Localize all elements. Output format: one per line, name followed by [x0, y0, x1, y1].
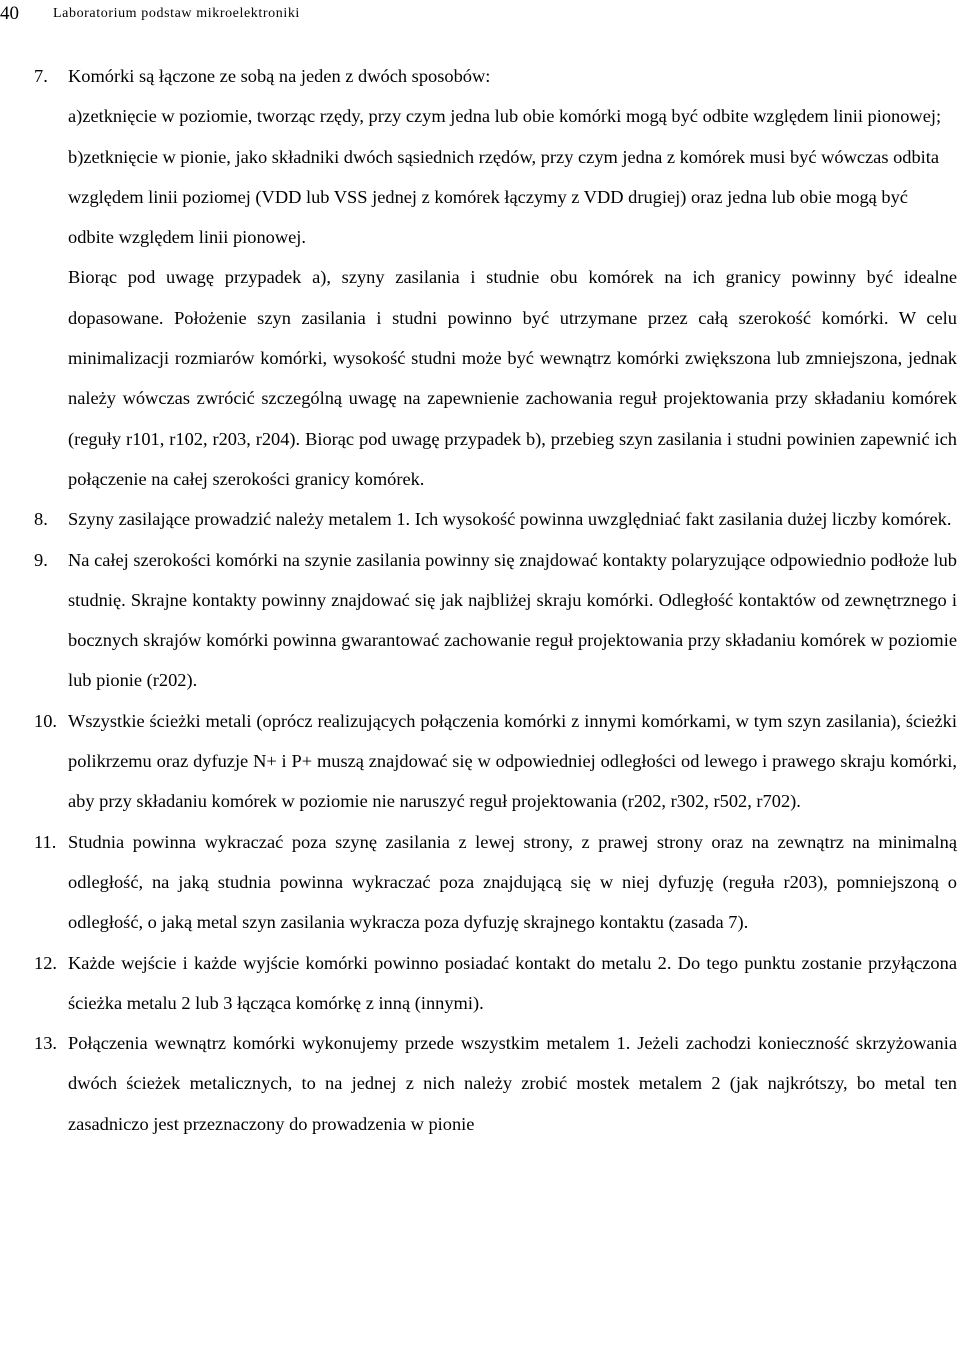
- running-title: Laboratorium podstaw mikroelektroniki: [53, 6, 300, 21]
- list-item-13: [0, 1023, 957, 1144]
- list-item-10: [0, 701, 957, 822]
- item-number: 11.: [34, 831, 57, 852]
- item-text: Na całej szerokości komórki na szynie zasilania powinny się znajdować kontakty polaryzujące odpowiednio podłoże lub studnię. Skrajne kontakty powinny znajdować się jak najbliżej skraju komórki. Odległość kontaktów od zewnętrznego i bocznych skrajów komórki powinna gwarantować zachowanie reguł projektowania przy składaniu komórek w poziomie lub pionie (r202).: [68, 549, 957, 691]
- item-number: 8.: [34, 509, 48, 530]
- list-item-8: [0, 499, 957, 539]
- item-text: Studnia powinna wykraczać poza szynę zasilania z lewej strony, z prawej strony oraz na zewnątrz na minimalną odległość, na jaką studnia powinna wykraczać poza znajdującą się w niej dyfuzję (reguła r203), pomniejszoną o odległość, o jaką metal szyn zasilania wykracza poza dyfuzję skrajnego kontaktu (zasada 7).: [68, 831, 957, 933]
- item-text: Szyny zasilające prowadzić należy metalem 1. Ich wysokość powinna uwzględniać fakt zasilania dużej liczby komórek.: [68, 509, 952, 530]
- page-header: [0, 0, 960, 30]
- item-number: 12.: [34, 952, 57, 973]
- item-text: a)zetknięcie w poziomie, tworząc rzędy, przy czym jedna lub obie komórki mogą być odbite względem linii pionowej;: [68, 106, 942, 127]
- item-text: Biorąc pod uwagę przypadek a), szyny zasilania i studnie obu komórek na ich granicy powinny być idealne dopasowane. Położenie szyn zasilania i studni powinno być utrzymane przez całą szerokość komórki. W celu minimalizacji rozmiarów komórki, wysokość studni może być wewnątrz komórki zwiększona lub zmniejszona, jednak należy wówczas zwrócić szczególną uwagę na zapewnienie zachowania reguł projektowania przy składaniu komórek (reguły r101, r102, r203, r204). Biorąc pod uwagę przypadek b), przebieg szyn zasilania i studni powinien zapewnić ich połączenie na całej szerokości granicy komórek.: [68, 267, 957, 489]
- item-number: 13.: [34, 1033, 57, 1054]
- item-text: Każde wejście i każde wyjście komórki powinno posiadać kontakt do metalu 2. Do tego punktu zostanie przyłączona ścieżka metalu 2 lub 3 łącząca komórkę z inną (innymi).: [68, 952, 957, 1013]
- page-number: 40: [0, 3, 19, 24]
- item-text: Komórki są łączone ze sobą na jeden z dwóch sposobów:: [68, 66, 491, 86]
- item-number: 7.: [34, 66, 48, 86]
- item-text: Połączenia wewnątrz komórki wykonujemy przede wszystkim metalem 1. Jeżeli zachodzi konieczność skrzyżowania dwóch ścieżek metalicznych, to na jednej z nich należy zrobić mostek metalem 2 (jak najkrótszy, bo metal ten zasadniczo jest przeznaczony do prowadzenia w pionie: [68, 1033, 957, 1134]
- list-item-11: [0, 822, 957, 943]
- page-body: [0, 56, 960, 1144]
- list-item-7: [0, 56, 957, 499]
- list-item-9: [0, 540, 957, 701]
- item-number: 10.: [34, 710, 57, 731]
- list-item-12: [0, 943, 957, 1024]
- item-number: 9.: [34, 549, 48, 570]
- item-text: Wszystkie ścieżki metali (oprócz realizujących połączenia komórki z innymi komórkami, w tym szyn zasilania), ścieżki polikrzemu oraz dyfuzje N+ i P+ muszą znajdować się w odpowiedniej odległości od lewego i prawego skraju komórki, aby przy składaniu komórek w poziomie nie naruszyć reguł projektowania (r202, r302, r502, r702).: [68, 710, 957, 812]
- item-text: b)zetknięcie w pionie, jako składniki dwóch sąsiednich rzędów, przy czym jedna z komórek musi być wówczas odbita względem linii poziomej (VDD lub VSS jednej z komórek łączymy z VDD drugiej) oraz jedna lub obie mogą być odbite względem linii pionowej.: [68, 146, 940, 248]
